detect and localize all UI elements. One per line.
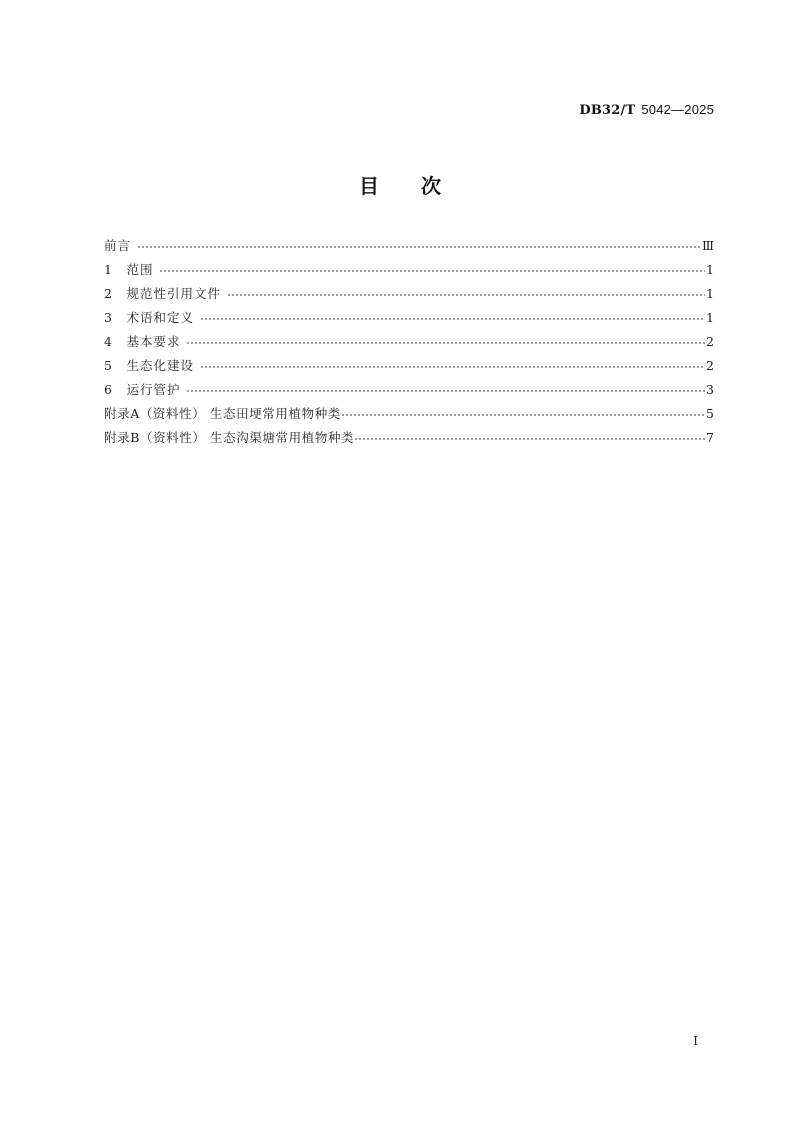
toc-entry-scope[interactable] [104,258,714,282]
toc-entry-terms-definitions[interactable] [104,306,714,330]
toc-entry-normative-references[interactable] [104,282,714,306]
toc-entry-page: 7 [706,430,714,445]
toc-entry-page: 1 [706,310,714,325]
toc-entry-label: 5 生态化建设 [104,358,194,373]
toc-dot-leader [200,366,705,368]
toc-entry-label: 1 范围 [104,262,154,277]
toc-entry-appendix-b[interactable] [104,426,714,450]
toc-dot-leader [186,342,705,344]
toc-entry-page: 3 [706,382,714,397]
toc-dot-leader [354,438,705,440]
toc-entry-operation-maintenance[interactable] [104,378,714,402]
standard-code [579,102,714,118]
toc-dot-leader [200,318,705,320]
toc-dot-leader [159,270,705,272]
toc-entry-foreword[interactable] [104,234,714,258]
toc-dot-leader [137,246,701,248]
table-of-contents [104,234,714,450]
toc-entry-label: 2 规范性引用文件 [104,286,221,301]
toc-title: 目次 [359,174,483,198]
standard-prefix: DB32/T [579,103,636,118]
toc-entry-label: 前言 [104,238,132,253]
standard-number: 5042—2025 [641,102,714,117]
toc-entry-label: 附录A（资料性） 生态田埂常用植物种类 [104,406,341,421]
toc-entry-page: 5 [706,406,714,421]
toc-entry-page: 1 [706,262,714,277]
toc-entry-label: 附录B（资料性） 生态沟渠塘常用植物种类 [104,430,355,445]
toc-entry-page: 1 [706,286,714,301]
toc-entry-page: 2 [706,334,714,349]
toc-entry-label: 3 术语和定义 [104,310,194,325]
page-number: I [693,1034,698,1048]
toc-entry-label: 6 运行管护 [104,382,181,397]
toc-entry-ecological-construction[interactable] [104,354,714,378]
toc-dot-leader [186,390,705,392]
toc-entry-page: 2 [706,358,714,373]
toc-dot-leader [341,414,705,416]
toc-entry-label: 4 基本要求 [104,334,181,349]
toc-entry-page: Ⅲ [701,238,714,253]
toc-entry-basic-requirements[interactable] [104,330,714,354]
toc-entry-appendix-a[interactable] [104,402,714,426]
toc-dot-leader [227,294,705,296]
